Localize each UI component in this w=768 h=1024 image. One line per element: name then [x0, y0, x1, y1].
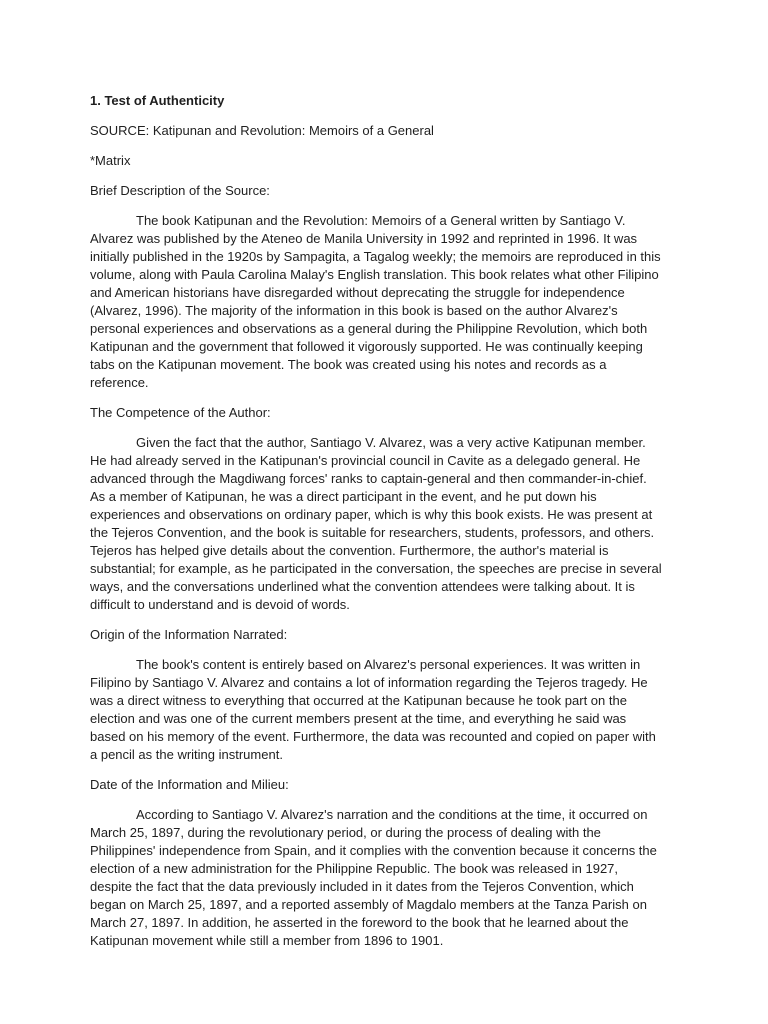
section-heading-competence: The Competence of the Author:: [90, 405, 271, 420]
matrix-label: *Matrix: [90, 153, 131, 168]
section-heading-origin: Origin of the Information Narrated:: [90, 627, 288, 642]
section-body-description: The book Katipunan and the Revolution: Memoirs of a General written by Santiago V. Alvarez was published by the Ateneo de Manila University in 1992 and reprinted in 1996. It was initially published in the 1920s by Sampagita, a Tagalog weekly; the memoirs are reproduced in this volume, along with Paula Carolina Malay's English translation. This book relates what other Filipino and American historians have disregarded without deprecating the struggle for independence (Alvarez, 1996). The majority of the information in this book is based on the author Alvarez's personal experiences and observations as a general during the Philippine Revolution, which both Katipunan and the government that followed it vigorously supported. He was continually keeping tabs on the Katipunan movement. The book was created using his notes and records as a reference.: [90, 213, 661, 390]
section-body-date: According to Santiago V. Alvarez's narration and the conditions at the time, it occurred on March 25, 1897, during the revolutionary period, or during the process of dealing with the Philippines' independence from Spain, and it complies with the convention because it concerns the election of a new administration for the Philippine Republic. The book was released in 1927, despite the fact that the data previously included in it dates from the Tejeros Convention, which began on March 25, 1897, and a reported assembly of Magdalo members at the Tanza Parish on March 27, 1897. In addition, he asserted in the foreword to the book that he learned about the Katipunan movement while still a member from 1896 to 1901.: [90, 807, 657, 948]
section-heading-date: Date of the Information and Milieu:: [90, 777, 289, 792]
document-page: [90, 92, 662, 962]
section-body-origin: The book's content is entirely based on Alvarez's personal experiences. It was written in Filipino by Santiago V. Alvarez and contains a lot of information regarding the Tejeros tragedy. He was a direct witness to everything that occurred at the Katipunan because he took part on the election and was one of the current members present at the time, and everything he said was based on his memory of the event. Furthermore, the data was recounted and copied on paper with a pencil as the writing instrument.: [90, 657, 656, 762]
source-line: SOURCE: Katipunan and Revolution: Memoirs of a General: [90, 123, 434, 138]
document-title: 1. Test of Authenticity: [90, 93, 225, 108]
section-heading-description: Brief Description of the Source:: [90, 183, 270, 198]
section-body-competence: Given the fact that the author, Santiago V. Alvarez, was a very active Katipunan member. He had already served in the Katipunan's provincial council in Cavite as a delegado general. He advanced through the Magdiwang forces' ranks to captain-general and then commander-in-chief. As a member of Katipunan, he was a direct participant in the event, and he put down his experiences and observations on ordinary paper, which is why this book exists. He was present at the Tejeros Convention, and the book is suitable for researchers, students, professors, and others. Tejeros has helped give details about the convention. Furthermore, the author's material is substantial; for example, as he participated in the conversation, the speeches are precise in several ways, and the conversations underlined what the convention attendees were talking about. It is difficult to understand and is devoid of words.: [90, 435, 662, 612]
